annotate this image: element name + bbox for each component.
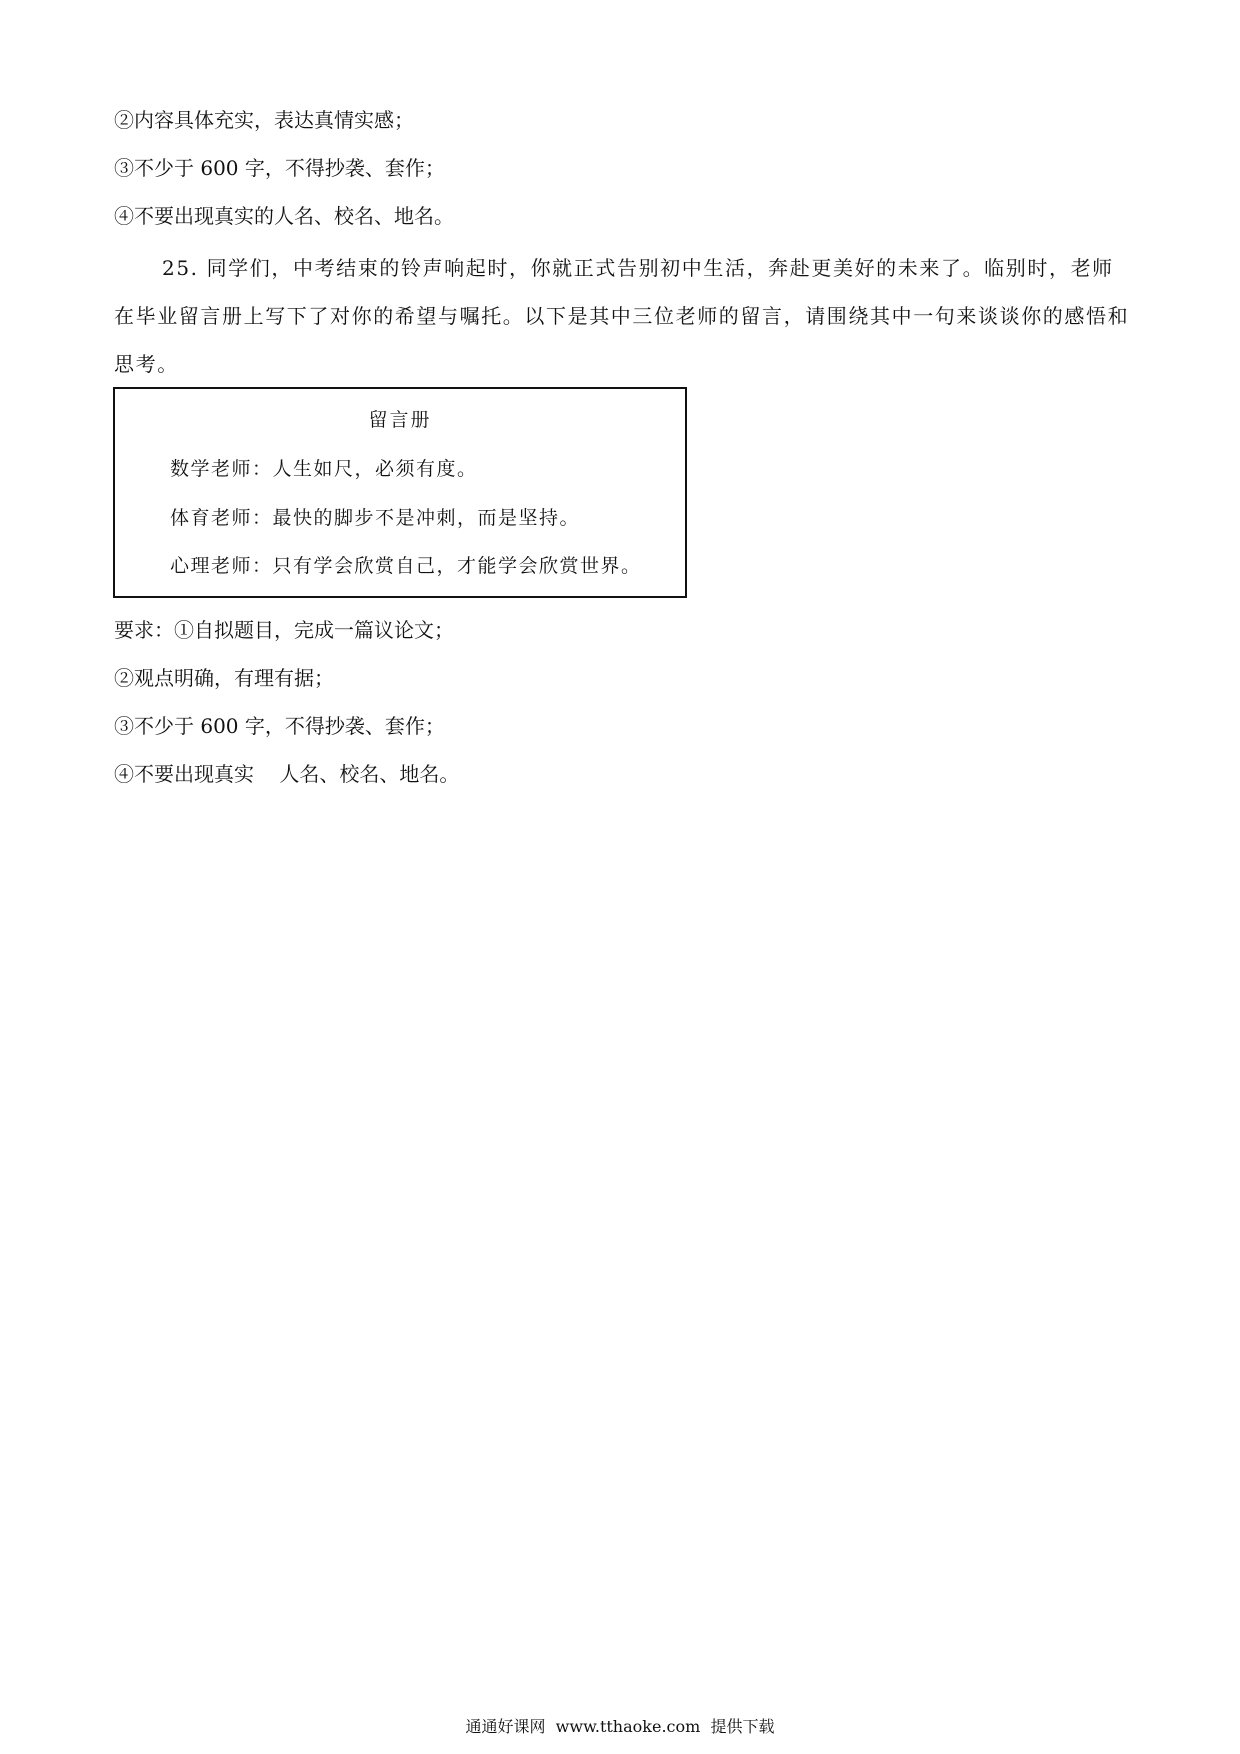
question-number: 25. [162,256,199,280]
message-entry-psychology: 心理老师：只有学会欣赏自己，才能学会欣赏世界。 [170,555,642,577]
message-book-title: 留言册 [368,409,432,431]
message-entry-math: 数学老师：人生如尺，必须有度。 [170,458,478,480]
previous-requirement-2: ②内容具体充实，表达真情实感； [114,108,414,132]
footer-text: 通通好课网 www.tthaoke.com 提供下载 [465,1717,775,1736]
requirement-1: 要求：①自拟题目，完成一篇议论文； [114,618,454,642]
message-book-box [113,387,687,598]
requirement-2: ②观点明确，有理有据； [114,666,334,690]
question-text: 同学们，中考结束的铃声响起时，你就正式告别初中生活，奔赴更美好的未来了。临别时，老师在毕业留言册上写下了对你的希望与嘱托。以下是其中三位老师的留言，请围绕其中一句来谈谈你的感悟和思考。 [114,256,1130,376]
requirement-3: ③不少于 600 字，不得抄袭、套作； [114,714,445,738]
requirement-4: ④不要出现真实 人名、校名、地名。 [114,762,460,786]
previous-requirement-4: ④不要出现真实的人名、校名、地名。 [114,204,454,228]
question-25 [114,244,1130,388]
message-entry-pe: 体育老师：最快的脚步不是冲刺，而是坚持。 [170,507,581,529]
previous-requirement-3: ③不少于 600 字，不得抄袭、套作； [114,156,445,180]
